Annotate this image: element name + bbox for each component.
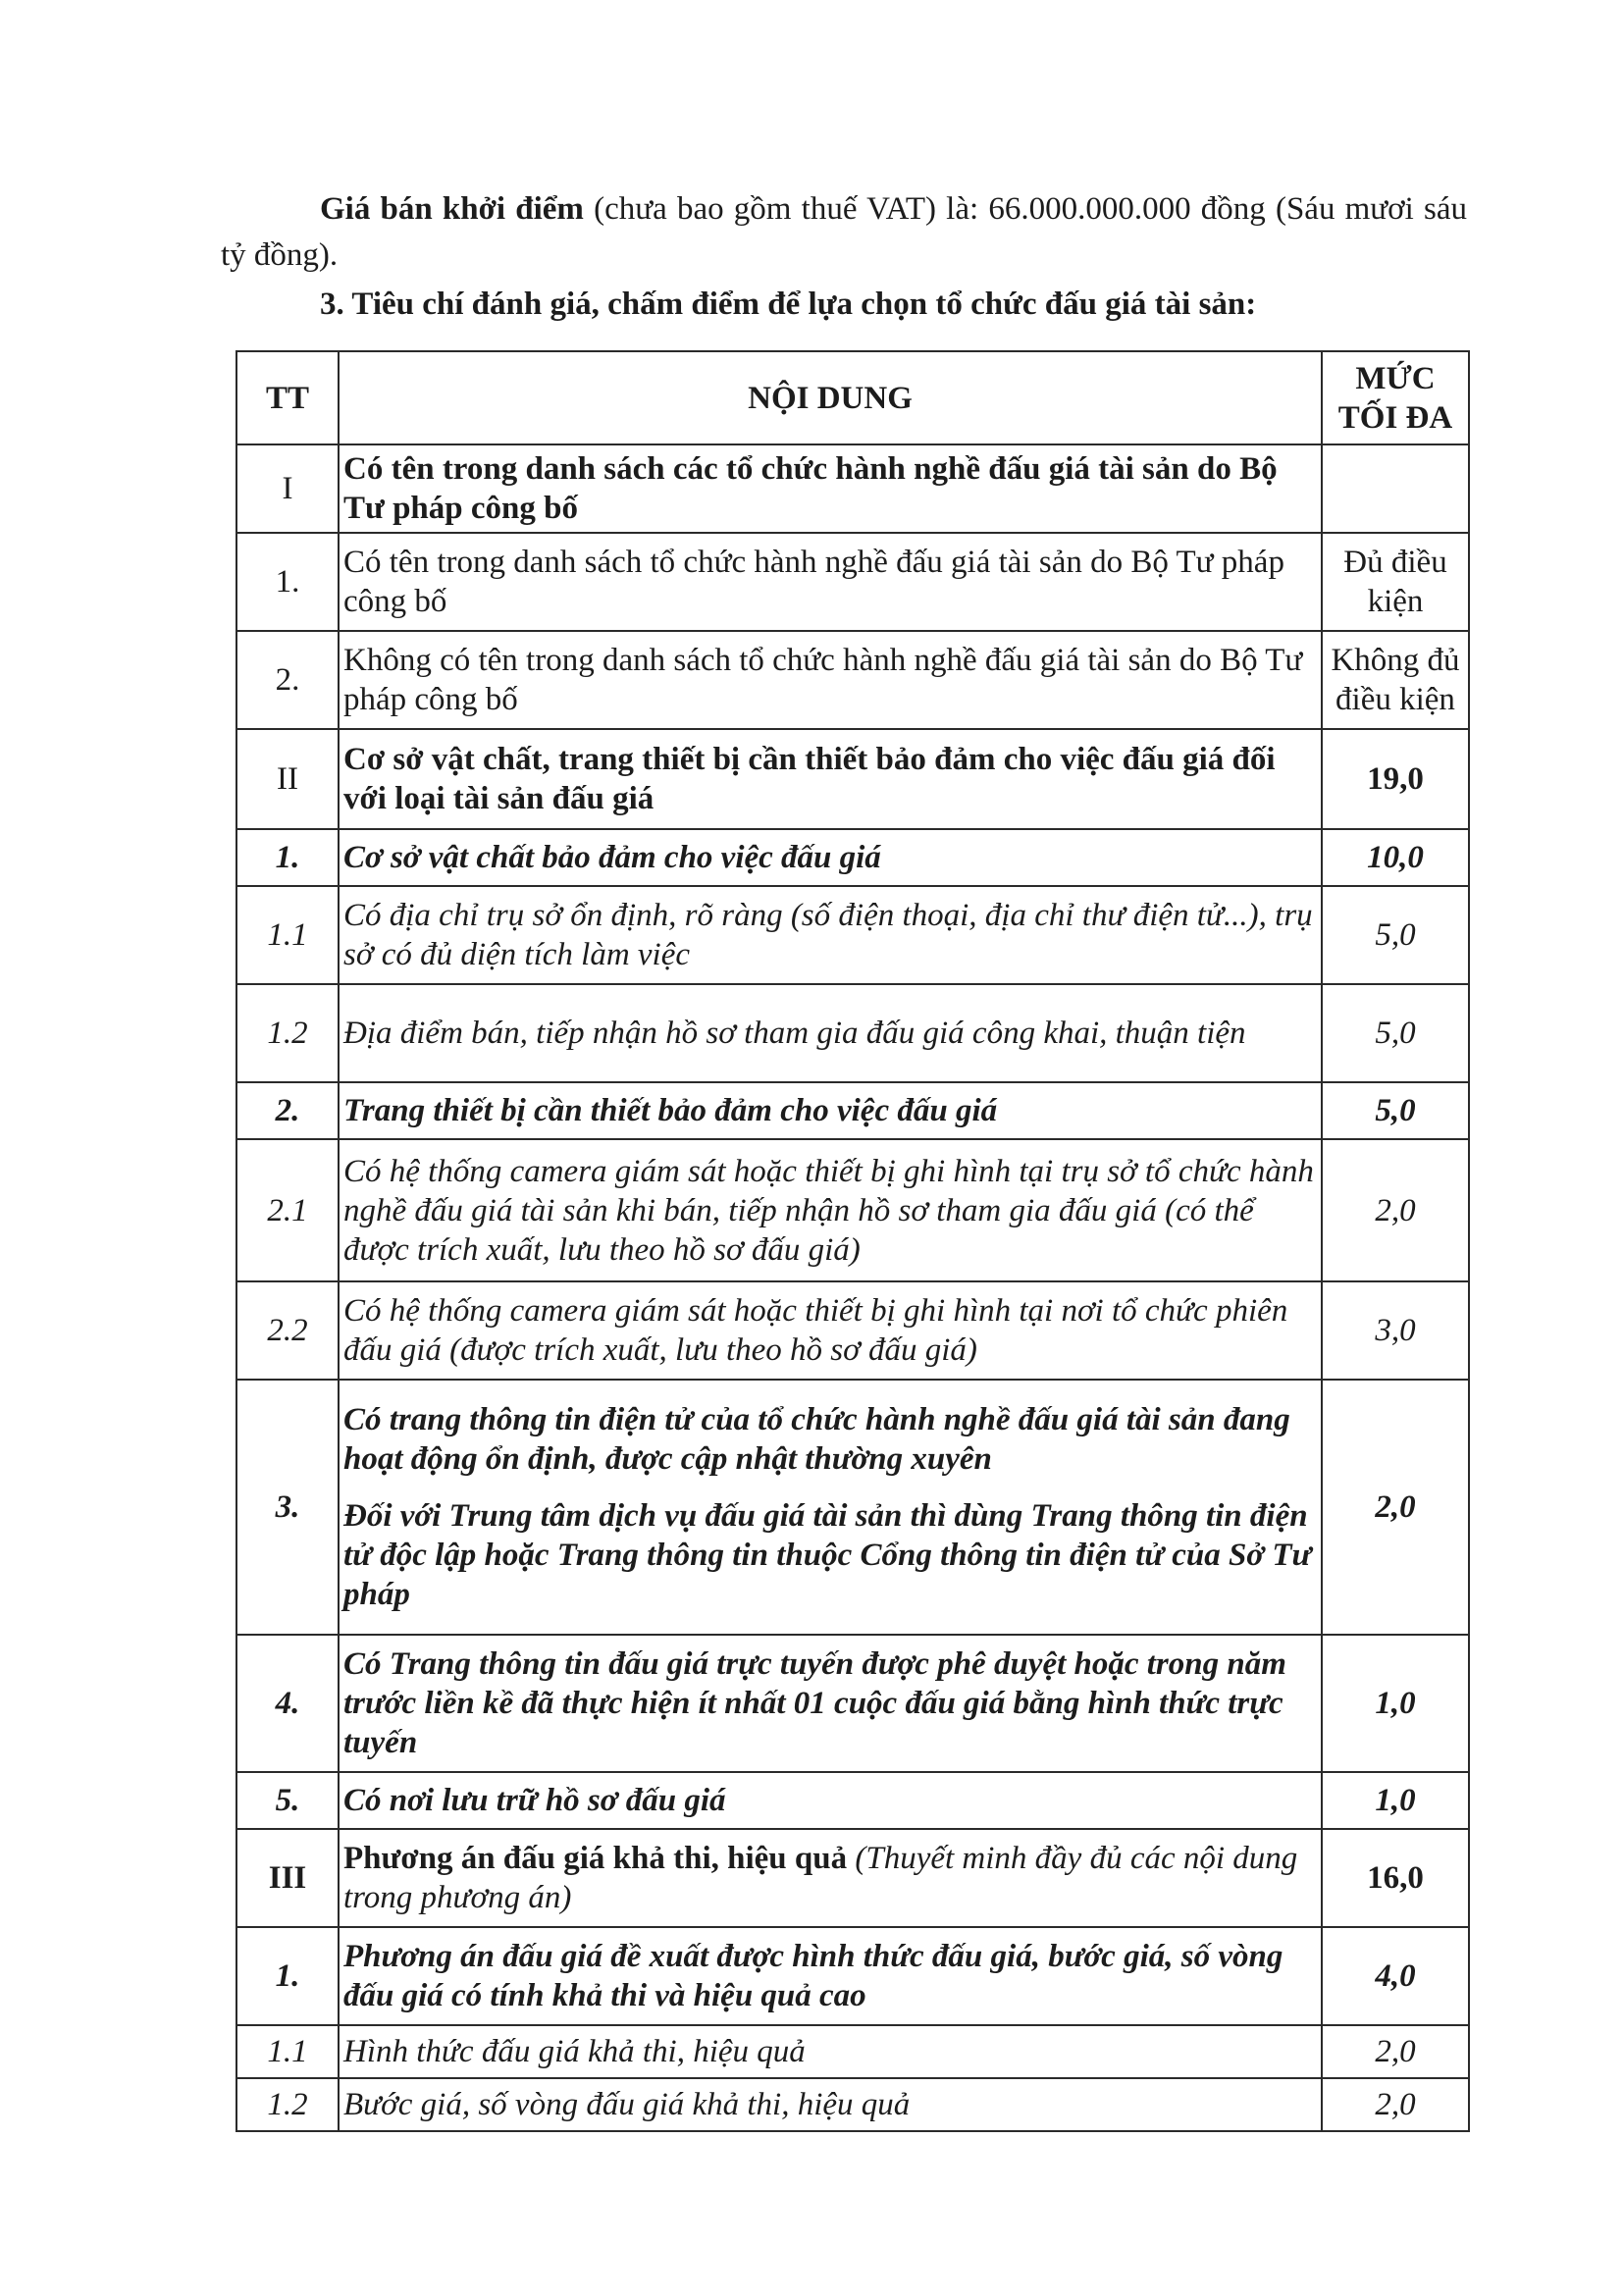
row-content: Địa điểm bán, tiếp nhận hồ sơ tham gia đấu giá công khai, thuận tiện xyxy=(339,984,1322,1082)
row-tt: 2. xyxy=(236,631,339,729)
table-row xyxy=(236,1927,1469,2025)
row-max: 3,0 xyxy=(1322,1281,1469,1380)
row-max: 2,0 xyxy=(1322,1139,1469,1281)
table-header-row xyxy=(236,351,1469,444)
row-max: 5,0 xyxy=(1322,886,1469,984)
row-tt: 2.2 xyxy=(236,1281,339,1380)
row-max: 10,0 xyxy=(1322,829,1469,886)
row-content: Trang thiết bị cần thiết bảo đảm cho việc đấu giá xyxy=(339,1082,1322,1139)
row-tt: 1.2 xyxy=(236,2078,339,2131)
starting-price-label: Giá bán khởi điểm xyxy=(320,191,584,227)
row-max: 1,0 xyxy=(1322,1772,1469,1829)
row-content: Có nơi lưu trữ hồ sơ đấu giá xyxy=(339,1772,1322,1829)
row-max: Không đủ điều kiện xyxy=(1322,631,1469,729)
header-tt: TT xyxy=(236,351,339,444)
row-tt: I xyxy=(236,444,339,533)
row-content: Có địa chỉ trụ sở ổn định, rõ ràng (số điện thoại, địa chỉ thư điện tử...), trụ sở có đủ diện tích làm việc xyxy=(339,886,1322,984)
header-max-line1: MỨC xyxy=(1355,360,1436,396)
row-tt: 1. xyxy=(236,829,339,886)
starting-price-paragraph xyxy=(221,186,1467,279)
row-max: 19,0 xyxy=(1322,729,1469,829)
starting-price-text: (chưa bao gồm thuế VAT) là: 66.000.000.000 đồng (Sáu mươi sáu tỷ đồng). xyxy=(221,191,1467,273)
table-row xyxy=(236,829,1469,886)
row-content: Hình thức đấu giá khả thi, hiệu quả xyxy=(339,2025,1322,2078)
row-tt: 1.2 xyxy=(236,984,339,1082)
row-content: Phương án đấu giá đề xuất được hình thức đấu giá, bước giá, số vòng đấu giá có tính khả thi và hiệu quả cao xyxy=(339,1927,1322,2025)
row-content: Không có tên trong danh sách tổ chức hành nghề đấu giá tài sản do Bộ Tư pháp công bố xyxy=(339,631,1322,729)
header-max-line2: TỐI ĐA xyxy=(1337,399,1453,436)
row-max: 2,0 xyxy=(1322,2078,1469,2131)
row-max xyxy=(1322,444,1469,533)
table-row xyxy=(236,631,1469,729)
row-content xyxy=(339,1380,1322,1635)
row-max: 2,0 xyxy=(1322,1380,1469,1635)
row-max: 1,0 xyxy=(1322,1635,1469,1772)
row-tt: 5. xyxy=(236,1772,339,1829)
intro-section xyxy=(221,186,1467,328)
table-row xyxy=(236,533,1469,631)
section-heading: 3. Tiêu chí đánh giá, chấm điểm để lựa chọn tổ chức đấu giá tài sản: xyxy=(320,287,1257,322)
row-max: 4,0 xyxy=(1322,1927,1469,2025)
table-row xyxy=(236,1139,1469,1281)
table-row xyxy=(236,1829,1469,1927)
table-row xyxy=(236,1082,1469,1139)
row-max: 5,0 xyxy=(1322,984,1469,1082)
table-row xyxy=(236,2025,1469,2078)
row-max: 2,0 xyxy=(1322,2025,1469,2078)
table-row xyxy=(236,1635,1469,1772)
row-tt: 4. xyxy=(236,1635,339,1772)
row-content-note: Đối với Trung tâm dịch vụ đấu giá tài sản thì dùng Trang thông tin điện tử độc lập hoặc Trang thông tin thuộc Cổng thông tin điện tử của Sở Tư pháp xyxy=(343,1498,1312,1612)
row-tt: 2.1 xyxy=(236,1139,339,1281)
table-row xyxy=(236,1380,1469,1635)
row-tt: II xyxy=(236,729,339,829)
row-max: Đủ điều kiện xyxy=(1322,533,1469,631)
row-content: Có tên trong danh sách các tổ chức hành nghề đấu giá tài sản do Bộ Tư pháp công bố xyxy=(339,444,1322,533)
row-max: 5,0 xyxy=(1322,1082,1469,1139)
row-tt: 1. xyxy=(236,533,339,631)
row-content: Có hệ thống camera giám sát hoặc thiết bị ghi hình tại trụ sở tổ chức hành nghề đấu giá tài sản khi bán, tiếp nhận hồ sơ tham gia đấu giá (có thể được trích xuất, lưu theo hồ sơ đấu giá) xyxy=(339,1139,1322,1281)
row-content-note: (Thuyết minh đầy đủ các nội dung trong phương án) xyxy=(343,1841,1298,1915)
row-content: Bước giá, số vòng đấu giá khả thi, hiệu quả xyxy=(339,2078,1322,2131)
row-content: Có tên trong danh sách tổ chức hành nghề đấu giá tài sản do Bộ Tư pháp công bố xyxy=(339,533,1322,631)
table-row xyxy=(236,984,1469,1082)
table-row xyxy=(236,886,1469,984)
row-tt: 2. xyxy=(236,1082,339,1139)
row-max: 16,0 xyxy=(1322,1829,1469,1927)
table-row xyxy=(236,1281,1469,1380)
table-row xyxy=(236,1772,1469,1829)
criteria-table xyxy=(236,350,1470,2132)
row-content-main: Có trang thông tin điện tử của tổ chức hành nghề đấu giá tài sản đang hoạt động ổn định, được cập nhật thường xuyên xyxy=(343,1402,1290,1477)
row-tt: 1.1 xyxy=(236,2025,339,2078)
row-content: Cơ sở vật chất, trang thiết bị cần thiết bảo đảm cho việc đấu giá đối với loại tài sản đấu giá xyxy=(339,729,1322,829)
row-tt: III xyxy=(236,1829,339,1927)
row-content: Có hệ thống camera giám sát hoặc thiết bị ghi hình tại nơi tổ chức phiên đấu giá (được trích xuất, lưu theo hồ sơ đấu giá) xyxy=(339,1281,1322,1380)
header-max xyxy=(1322,351,1469,444)
row-tt: 1.1 xyxy=(236,886,339,984)
row-content xyxy=(339,1829,1322,1927)
header-content: NỘI DUNG xyxy=(339,351,1322,444)
table-row xyxy=(236,2078,1469,2131)
row-content: Cơ sở vật chất bảo đảm cho việc đấu giá xyxy=(339,829,1322,886)
row-content-main: Phương án đấu giá khả thi, hiệu quả xyxy=(343,1841,848,1876)
table-row xyxy=(236,729,1469,829)
row-content: Có Trang thông tin đấu giá trực tuyến được phê duyệt hoặc trong năm trước liền kề đã thực hiện ít nhất 01 cuộc đấu giá bằng hình thức trực tuyến xyxy=(339,1635,1322,1772)
row-tt: 1. xyxy=(236,1927,339,2025)
row-tt: 3. xyxy=(236,1380,339,1635)
table-row xyxy=(236,444,1469,533)
